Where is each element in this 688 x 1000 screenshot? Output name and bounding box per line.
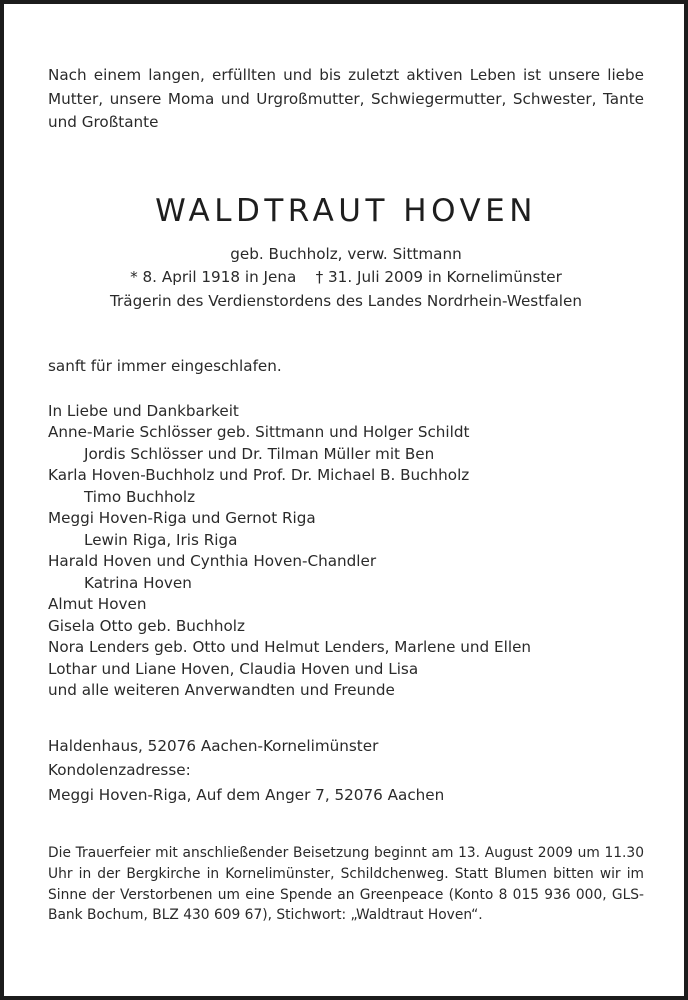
intro-text: Nach einem langen, erfüllten und bis zuletzt aktiven Leben ist unsere liebe Mutter, unsere Moma und Urgroßmutter, Schwiegermutter, Schwester, Tante und Großtante	[48, 66, 644, 131]
life-dates	[48, 266, 644, 290]
family-member: Jordis Schlösser und Dr. Tilman Müller mit Ben	[84, 444, 435, 463]
family-member: Anne-Marie Schlösser geb. Sittmann und Holger Schildt	[48, 423, 470, 441]
house-address: Haldenhaus, 52076 Aachen-Kornelimünster	[48, 736, 379, 755]
family-member: und alle weiteren Anverwandten und Freunde	[48, 681, 395, 699]
address-block	[48, 736, 644, 807]
thanks-text: In Liebe und Dankbarkeit	[48, 401, 239, 420]
family-member: Karla Hoven-Buchholz und Prof. Dr. Michael B. Buchholz	[48, 466, 470, 484]
family-member: Meggi Hoven-Riga und Gernot Riga	[48, 509, 316, 527]
family-list	[48, 422, 644, 702]
birth-names: geb. Buchholz, verw. Sittmann	[230, 244, 462, 263]
family-member: Almut Hoven	[48, 595, 147, 613]
family-member: Gisela Otto geb. Buchholz	[48, 616, 245, 635]
obituary-content	[48, 64, 644, 940]
honor-text: Trägerin des Verdienstordens des Landes Nordrhein-Westfalen	[109, 291, 583, 310]
family-member: Nora Lenders geb. Otto und Helmut Lenders, Marlene und Ellen	[48, 638, 532, 656]
death-date: † 31. Juli 2009 in Kornelimünster	[315, 268, 562, 286]
family-member: Harald Hoven und Cynthia Hoven-Chandler	[48, 552, 377, 570]
birth-date: * 8. April 1918 in Jena	[130, 268, 297, 286]
condolence-address: Meggi Hoven-Riga, Auf dem Anger 7, 52076 Aachen	[48, 785, 445, 804]
deceased-name: WALDTRAUT HOVEN	[155, 192, 537, 229]
family-member: Katrina Hoven	[84, 573, 192, 592]
funeral-text: Die Trauerfeier mit anschließender Beisetzung beginnt am 13. August 2009 um 11.30 Uhr in der Bergkirche in Kornelimünster, Schildchenweg. Statt Blumen bitten wir im Sinne der Verstorbenen um eine Spende an Greenpeace (Konto 8 015 936 000, GLS-Bank Bochum, BLZ 430 609 67), Stichwort: „Waldtraut Hoven“.	[48, 845, 644, 924]
family-member: Lewin Riga, Iris Riga	[84, 530, 238, 549]
condolence-label: Kondolenzadresse:	[48, 761, 191, 779]
family-member: Lothar und Liane Hoven, Claudia Hoven und Lisa	[48, 659, 419, 678]
family-member: Timo Buchholz	[84, 487, 196, 506]
sleep-text: sanft für immer eingeschlafen.	[48, 357, 282, 375]
